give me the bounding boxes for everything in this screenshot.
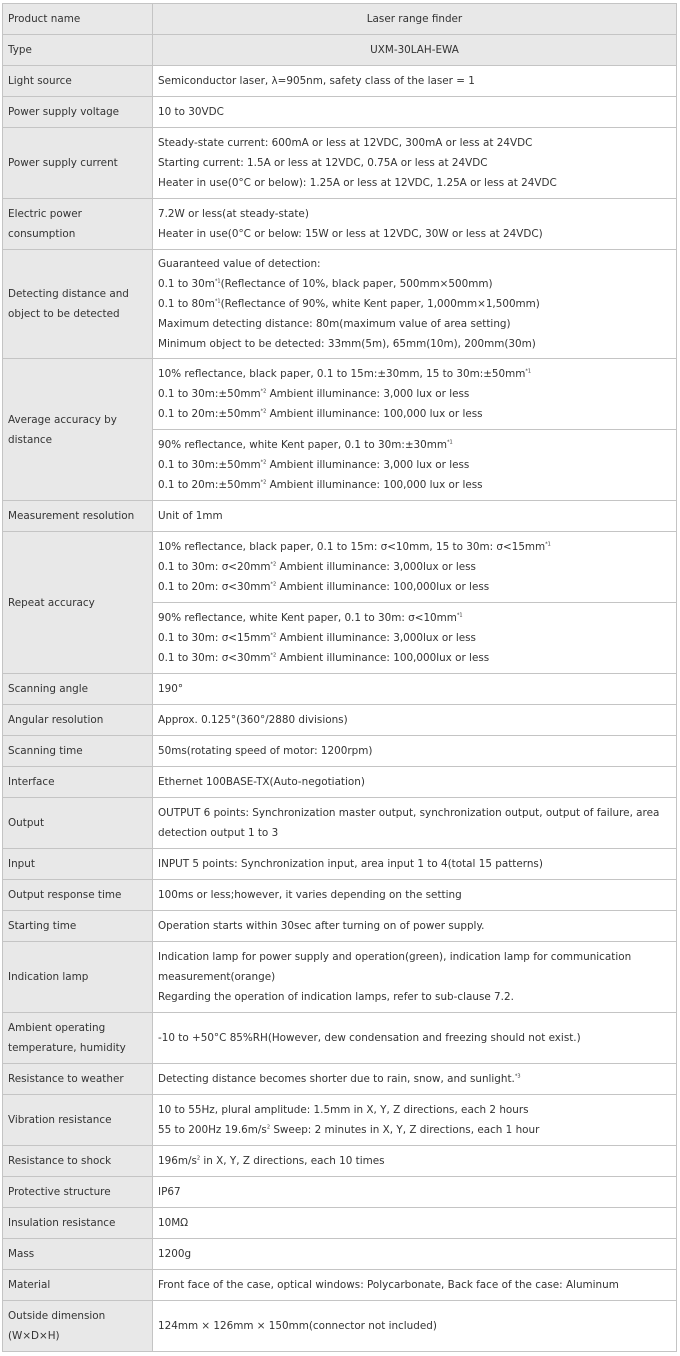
spec-row-power-supply-voltage bbox=[3, 97, 677, 128]
spec-line: Front face of the case, optical windows: Polycarbonate, Back face of the case: Aluminum bbox=[158, 1279, 619, 1291]
spec-row-insulation-resistance bbox=[3, 1208, 677, 1239]
spec-line bbox=[158, 1069, 671, 1089]
spec-value bbox=[153, 1095, 677, 1146]
spec-line: 124mm × 126mm × 150mm(connector not included) bbox=[158, 1320, 437, 1332]
spec-text: 10% reflectance, black paper, 0.1 to 15m: σ<10mm, 15 to 30m: σ<15mm bbox=[158, 541, 546, 553]
spec-label: Measurement resolution bbox=[3, 501, 153, 532]
spec-line: Regarding the operation of indication lamps, refer to sub-clause 7.2. bbox=[158, 991, 514, 1003]
spec-line: 1200g bbox=[158, 1248, 192, 1260]
spec-label: Angular resolution bbox=[3, 705, 153, 736]
spec-label: Power supply voltage bbox=[3, 97, 153, 128]
spec-label: Vibration resistance bbox=[3, 1095, 153, 1146]
spec-line: 100ms or less;however, it varies depending on the setting bbox=[158, 889, 462, 901]
spec-label: Scanning angle bbox=[3, 674, 153, 705]
spec-value bbox=[153, 1301, 677, 1352]
note-mark: *1 bbox=[214, 298, 221, 305]
spec-text: Sweep: 2 minutes in X, Y, Z directions, each 1 hour bbox=[270, 1124, 540, 1136]
spec-value bbox=[153, 849, 677, 880]
spec-line: Ethernet 100BASE-TX(Auto-negotiation) bbox=[158, 776, 365, 788]
spec-text: 196m/s bbox=[158, 1155, 197, 1167]
spec-label: Interface bbox=[3, 767, 153, 798]
note-mark: *2 bbox=[270, 652, 277, 659]
spec-value bbox=[153, 97, 677, 128]
spec-text: 55 to 200Hz 19.6m/s bbox=[158, 1124, 267, 1136]
spec-label: Repeat accuracy bbox=[3, 532, 153, 674]
spec-text: Ambient illuminance: 3,000lux or less bbox=[276, 561, 476, 573]
spec-text: Ambient illuminance: 100,000lux or less bbox=[276, 652, 490, 664]
spec-label: Outside dimension (W×D×H) bbox=[3, 1301, 153, 1352]
spec-text: 0.1 to 30m bbox=[158, 278, 215, 290]
superscript: 2 bbox=[266, 1124, 271, 1131]
spec-line: Indication lamp for power supply and operation(green), indication lamp for communication measurement(orange) bbox=[158, 951, 632, 983]
spec-row-mass bbox=[3, 1239, 677, 1270]
spec-text: 0.1 to 20m: σ<30mm bbox=[158, 581, 271, 593]
spec-line: Heater in use(0°C or below: 15W or less at 12VDC, 30W or less at 24VDC) bbox=[158, 228, 543, 240]
note-mark: *1 bbox=[525, 368, 532, 375]
spec-label: Indication lamp bbox=[3, 942, 153, 1013]
spec-label: Starting time bbox=[3, 911, 153, 942]
spec-value bbox=[153, 736, 677, 767]
spec-line: OUTPUT 6 points: Synchronization master output, synchronization output, output of failure, area detection output 1 to 3 bbox=[158, 807, 660, 839]
note-mark: *2 bbox=[260, 408, 267, 415]
spec-row-indication-lamp bbox=[3, 942, 677, 1013]
spec-label: Electric power consumption bbox=[3, 199, 153, 250]
spec-text: 0.1 to 30m:±50mm bbox=[158, 388, 261, 400]
spec-line: Heater in use(0°C or below): 1.25A or less at 12VDC, 1.25A or less at 24VDC bbox=[158, 177, 557, 189]
spec-row-scanning-time bbox=[3, 736, 677, 767]
note-mark: *2 bbox=[270, 581, 277, 588]
spec-value bbox=[153, 911, 677, 942]
note-mark: *1 bbox=[456, 612, 463, 619]
spec-text: Ambient illuminance: 3,000lux or less bbox=[276, 632, 476, 644]
spec-line bbox=[158, 1151, 671, 1171]
spec-line bbox=[158, 628, 671, 648]
spec-label: Input bbox=[3, 849, 153, 880]
spec-line bbox=[158, 455, 671, 475]
spec-row-protective-structure bbox=[3, 1177, 677, 1208]
note-mark: *2 bbox=[260, 479, 267, 486]
spec-table bbox=[2, 3, 677, 1352]
spec-line bbox=[158, 648, 671, 668]
spec-value bbox=[153, 1239, 677, 1270]
spec-row-product-name bbox=[3, 4, 677, 35]
spec-value bbox=[153, 199, 677, 250]
spec-value bbox=[153, 767, 677, 798]
spec-text: Ambient illuminance: 3,000 lux or less bbox=[266, 388, 470, 400]
spec-line: 10 to 55Hz, plural amplitude: 1.5mm in X, Y, Z directions, each 2 hours bbox=[158, 1104, 529, 1116]
spec-line bbox=[158, 384, 671, 404]
spec-text: in X, Y, Z directions, each 10 times bbox=[200, 1155, 385, 1167]
spec-text: 0.1 to 20m:±50mm bbox=[158, 408, 261, 420]
spec-row-input bbox=[3, 849, 677, 880]
note-mark: *2 bbox=[260, 459, 267, 466]
spec-text: Ambient illuminance: 100,000 lux or less bbox=[266, 408, 483, 420]
note-mark: *2 bbox=[260, 388, 267, 395]
spec-line bbox=[158, 577, 671, 597]
spec-label: Resistance to weather bbox=[3, 1064, 153, 1095]
note-mark: *1 bbox=[545, 541, 551, 548]
spec-line: Guaranteed value of detection: bbox=[158, 258, 321, 270]
spec-line: Minimum object to be detected: 33mm(5m), 65mm(10m), 200mm(30m) bbox=[158, 338, 536, 350]
spec-value bbox=[153, 798, 677, 849]
note-mark: *1 bbox=[447, 439, 453, 446]
spec-line: Steady-state current: 600mA or less at 12VDC, 300mA or less at 24VDC bbox=[158, 137, 533, 149]
spec-text: (Reflectance of 90%, white Kent paper, 1,000mm×1,500mm) bbox=[220, 298, 540, 310]
spec-line bbox=[158, 435, 671, 455]
spec-value bbox=[153, 250, 677, 359]
spec-row-detecting-distance bbox=[3, 250, 677, 359]
spec-line: 7.2W or less(at steady-state) bbox=[158, 208, 309, 220]
spec-label: Power supply current bbox=[3, 128, 153, 199]
spec-text: 90% reflectance, white Kent paper, 0.1 to 30m: σ<10mm bbox=[158, 612, 457, 624]
spec-line: Unit of 1mm bbox=[158, 510, 223, 522]
spec-line: 190° bbox=[158, 683, 184, 695]
spec-label: Detecting distance and object to be detected bbox=[3, 250, 153, 359]
spec-value bbox=[153, 66, 677, 97]
spec-line bbox=[158, 294, 671, 314]
spec-row-resistance-to-weather bbox=[3, 1064, 677, 1095]
spec-label: Insulation resistance bbox=[3, 1208, 153, 1239]
spec-line: Operation starts within 30sec after turning on of power supply. bbox=[158, 920, 485, 932]
spec-row-material bbox=[3, 1270, 677, 1301]
spec-value bbox=[153, 1064, 677, 1095]
spec-row-outside-dimension bbox=[3, 1301, 677, 1352]
spec-row-repeat-accuracy bbox=[3, 532, 677, 603]
spec-text: 0.1 to 30m: σ<20mm bbox=[158, 561, 271, 573]
spec-row-vibration-resistance bbox=[3, 1095, 677, 1146]
spec-line: -10 to +50°C 85%RH(However, dew condensation and freezing should not exist.) bbox=[158, 1032, 581, 1044]
spec-label: Mass bbox=[3, 1239, 153, 1270]
spec-value bbox=[153, 1013, 677, 1064]
spec-line bbox=[158, 475, 671, 495]
spec-line bbox=[158, 404, 671, 424]
spec-row-average-accuracy bbox=[3, 359, 677, 430]
spec-row-scanning-angle bbox=[3, 674, 677, 705]
spec-line: IP67 bbox=[158, 1186, 181, 1198]
spec-row-type bbox=[3, 35, 677, 66]
spec-row-resistance-to-shock bbox=[3, 1146, 677, 1177]
spec-label: Output bbox=[3, 798, 153, 849]
spec-value bbox=[153, 128, 677, 199]
spec-label: Average accuracy by distance bbox=[3, 359, 153, 501]
spec-value bbox=[153, 359, 677, 430]
spec-value bbox=[153, 532, 677, 603]
spec-row-output bbox=[3, 798, 677, 849]
spec-label: Material bbox=[3, 1270, 153, 1301]
spec-text: Ambient illuminance: 3,000 lux or less bbox=[266, 459, 470, 471]
spec-row-electric-power-consumption bbox=[3, 199, 677, 250]
spec-value bbox=[153, 705, 677, 736]
spec-value bbox=[153, 1177, 677, 1208]
spec-text: Ambient illuminance: 100,000 lux or less bbox=[266, 479, 483, 491]
spec-line bbox=[158, 608, 671, 628]
spec-text: 0.1 to 30m: σ<15mm bbox=[158, 632, 271, 644]
spec-line: 10 to 30VDC bbox=[158, 106, 224, 118]
spec-row-measurement-resolution bbox=[3, 501, 677, 532]
spec-label: Type bbox=[3, 35, 153, 66]
spec-line bbox=[158, 364, 671, 384]
spec-row-starting-time bbox=[3, 911, 677, 942]
spec-value bbox=[153, 603, 677, 674]
spec-line: Approx. 0.125°(360°/2880 divisions) bbox=[158, 714, 348, 726]
spec-text: Ambient illuminance: 100,000lux or less bbox=[276, 581, 490, 593]
note-mark: *2 bbox=[270, 632, 277, 639]
spec-text: 0.1 to 30m: σ<30mm bbox=[158, 652, 271, 664]
spec-value bbox=[153, 501, 677, 532]
spec-label: Light source bbox=[3, 66, 153, 97]
superscript: 2 bbox=[196, 1155, 201, 1162]
spec-text: (Reflectance of 10%, black paper, 500mm×500mm) bbox=[220, 278, 493, 290]
spec-text: Detecting distance becomes shorter due to rain, snow, and sunlight. bbox=[158, 1073, 515, 1085]
spec-line bbox=[158, 557, 671, 577]
spec-row-ambient-operating bbox=[3, 1013, 677, 1064]
note-mark: *1 bbox=[214, 278, 221, 285]
spec-label: Resistance to shock bbox=[3, 1146, 153, 1177]
spec-label: Product name bbox=[3, 4, 153, 35]
spec-line: Maximum detecting distance: 80m(maximum value of area setting) bbox=[158, 318, 511, 330]
spec-label: Output response time bbox=[3, 880, 153, 911]
spec-row-light-source bbox=[3, 66, 677, 97]
spec-line bbox=[158, 274, 671, 294]
spec-line: 50ms(rotating speed of motor: 1200rpm) bbox=[158, 745, 373, 757]
spec-label: Scanning time bbox=[3, 736, 153, 767]
spec-value bbox=[153, 880, 677, 911]
spec-value: UXM-30LAH-EWA bbox=[153, 35, 677, 66]
spec-label: Protective structure bbox=[3, 1177, 153, 1208]
spec-line bbox=[158, 537, 671, 557]
spec-value bbox=[153, 942, 677, 1013]
spec-row-output-response-time bbox=[3, 880, 677, 911]
spec-text: 0.1 to 80m bbox=[158, 298, 215, 310]
spec-line: 10MΩ bbox=[158, 1217, 189, 1229]
note-mark: *2 bbox=[270, 561, 277, 568]
spec-row-power-supply-current bbox=[3, 128, 677, 199]
spec-line: INPUT 5 points: Synchronization input, area input 1 to 4(total 15 patterns) bbox=[158, 858, 543, 870]
spec-value bbox=[153, 1270, 677, 1301]
spec-text: 90% reflectance, white Kent paper, 0.1 to 30m:±30mm bbox=[158, 439, 448, 451]
spec-line: Starting current: 1.5A or less at 12VDC, 0.75A or less at 24VDC bbox=[158, 157, 488, 169]
spec-value bbox=[153, 430, 677, 501]
spec-value bbox=[153, 674, 677, 705]
spec-line: Semiconductor laser, λ=905nm, safety class of the laser = 1 bbox=[158, 75, 475, 87]
spec-text: 0.1 to 20m:±50mm bbox=[158, 479, 261, 491]
spec-line bbox=[158, 1120, 671, 1140]
spec-text: 0.1 to 30m:±50mm bbox=[158, 459, 261, 471]
spec-label: Ambient operating temperature, humidity bbox=[3, 1013, 153, 1064]
note-mark: *3 bbox=[514, 1073, 521, 1080]
spec-value: Laser range finder bbox=[153, 4, 677, 35]
spec-row-interface bbox=[3, 767, 677, 798]
spec-text: 10% reflectance, black paper, 0.1 to 15m:±30mm, 15 to 30m:±50mm bbox=[158, 368, 526, 380]
spec-value bbox=[153, 1146, 677, 1177]
spec-row-angular-resolution bbox=[3, 705, 677, 736]
spec-value bbox=[153, 1208, 677, 1239]
